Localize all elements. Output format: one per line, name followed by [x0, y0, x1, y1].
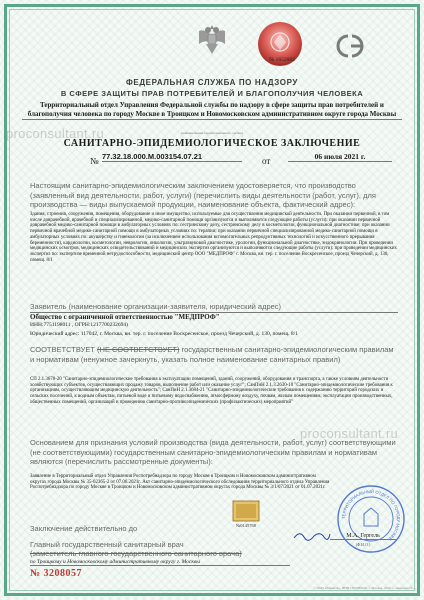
applicant-address: Юридический адрес: 117042, г. Москва, вн. тер. г. поселение Воскресенское, проезд Чечерский, д. 130, помещ. 8/1 — [30, 331, 298, 337]
conclusion-title: САНИТАРНО-ЭПИДЕМИОЛОГИЧЕСКОЕ ЗАКЛЮЧЕНИЕ — [63, 138, 361, 149]
applicant-ids: ИНН:7751198011 , ОГРН:1217700232694) — [30, 322, 128, 328]
conclusion-date: 06 июля 2021 г. — [288, 152, 392, 162]
certify-body: Здания, строения, сооружения, помещения, оборудование и иное имущество, используемые для осуществления медицинской деятельности. При оказании первичной, в том числе доврачебной, врачебной и специализированной, медико-санитарной помощи организуются и выполняются следующие работы (услуги): при оказании первичной доврачебной медико-санитарной помощи в амбулаторных условиях по: сестринскому делу, сестринскому делу в косметологии, функциональной диагностике; при оказании первичной врачебной медико-санитарной помощи в амбулаторных условиях по: терапии; при оказании первичной специализированной медико-санитарной помощи в амбулаторных условиях по: акушерству и гинекологии (за исключением использования вспомогательных репродуктивных технологий и искусственного прерывания беременности), кардиологии, косметологии, неврологии, онкологии, ультразвуковой диагностике, урологии, функциональной диагностике, эндокринологии. При проведении медицинских осмотров, медицинских освидетельствований и медицинских экспертиз организуются и выполняются следующие работы (услуги): при проведении медицинских экспертиз по: экспертизе временной нетрудоспособности, медицинский центр ООО "МЕДПРОФ" г. Москва, вн. тер. г. поселение Воскресенское, проезд Чечерский, д. 130, помещ. 8/1 — [30, 212, 397, 263]
conclusion-number: 77.32.18.000.М.003154.07.21 — [102, 152, 242, 162]
emblem-icon — [196, 22, 228, 56]
signature-icon — [292, 528, 332, 542]
conclusion-number-row — [26, 152, 398, 166]
date-prefix: от — [262, 156, 271, 166]
basis-intro: Основанием для признания условий производства (вида деятельности, работ, услуг) соответствующими (не соответствующими) государственным санитарно-эпидемиологическим правилам и нормативам являются (перечислить рассмотренные документы): — [30, 438, 396, 466]
signer-title-deputy: (заместитель главного государственного санитарного врача) — [30, 549, 242, 558]
number-prefix: № — [90, 156, 99, 166]
compliance-rest: государственным санитарно-эпидемиологическим правилам и нормативам (ненужное зачеркнуть, указать полное наименование санитарных правил) — [30, 345, 394, 364]
watermark: proconsultant.ru — [300, 426, 399, 441]
applicant-name: Общество с ограниченной ответственностью "МЕДПРОФ" — [30, 313, 220, 321]
compliance-no-struck: (НЕ СООТВЕТСТВУЕТ) — [97, 345, 180, 354]
footer-note: © ООО «Юнилаб», ИНН 1655086100, г. Москва, 2020 г., лицензия № ... — [313, 586, 416, 590]
territorial-body: Территориальный отдел Управления Федеральной службы по надзору в сфере защиты прав потребителей и благополучия человека по городу Москве в Троицком и Новомосковском административном округе города Москвы — [22, 101, 402, 120]
blank-number: № 1652082 — [269, 57, 295, 63]
serial-number: № 3208057 — [30, 568, 83, 579]
compliance-statement — [30, 345, 398, 364]
agency-name-line2: В СФЕРЕ ЗАЩИТЫ ПРАВ ПОТРЕБИТЕЛЕЙ И БЛАГОПОЛУЧИЯ ЧЕЛОВЕКА — [60, 89, 364, 98]
stamp-number: №0145768 — [235, 523, 257, 528]
watermark: proconsultant.ru — [6, 126, 105, 141]
signer-name-caption: (Ф.И.О.) — [355, 542, 371, 547]
hologram-stamp-icon — [232, 500, 260, 522]
signer-name: М.А. Гергель — [330, 533, 396, 540]
signer-title: Главный государственный санитарный врач — [30, 540, 184, 549]
compliance-rules: СП 2.1.3678-20 "Санитарно-эпидемиологические требования к эксплуатации помещений, зданий, сооружений, оборудования и транспорта, а также условиям деятельности хозяйствующих субъектов, осуществляющих продажу товаров, выполнение работ или оказание услуг"; СанПиН 2.1.3.2630-10 "Санитарно-эпидемиологические требования к организациям, осуществляющим медицинскую деятельность"; СанПиН 2.1.3684-21 "Санитарно-эпидемиологические требования к содержанию территорий городских и сельских поселений, к водным объектам, питьевой воде и питьевому водоснабжению, атмосферному воздуху, почвам, жилым помещениям, эксплуатации производственных, общественных помещений, организаций и проведению санитарно-противоэпидемических (профилактических) мероприятий" — [30, 377, 393, 405]
signer-region: по Троицкому и Новомосковскому административному округу г. Москвы — [30, 559, 290, 566]
certify-intro: Настоящим санитарно-эпидемиологическим заключением удостоверяется, что производство (заявленный вид деятельности, работ, услуги) (перечислить виды деятельности (работ, услуг), для производства — виды выпускаемой продукции, наименование объекта, фактический адрес): — [30, 181, 376, 209]
compliance-yes: СООТВЕТСТВУЕТ — [30, 345, 98, 354]
territorial-body-caption: (наименование территориального органа) — [180, 131, 244, 135]
applicant-label: Заявитель (наименование организации-заявителя, юридический адрес) — [30, 302, 398, 313]
validity-label: Заключение действительно до — [30, 524, 138, 533]
agency-name-line1: ФЕДЕРАЛЬНАЯ СЛУЖБА ПО НАДЗОРУ — [125, 78, 299, 87]
stamp-ring-text: ТЕРРИТОРИАЛЬНЫЙ ОТДЕЛ ПО ГОРОДУ МОСКВЕ — [340, 488, 402, 542]
se-logo-icon — [330, 30, 370, 62]
basis-body: Заявление в Территориальный отдел Управления Роспотребнадзора по городу Москве в Троицком и Новомосковском административном округах города Москвы № 35-02365-2 от 07.06.2021г. Акт санитарно-эпидемиологического обследования территориального отдела Управления Роспотребнадзора по городу Москве в Троицком и Новомосковском административном округах города Москвы № 3/1/07/2021 от 01.07.2021г. — [30, 474, 330, 491]
